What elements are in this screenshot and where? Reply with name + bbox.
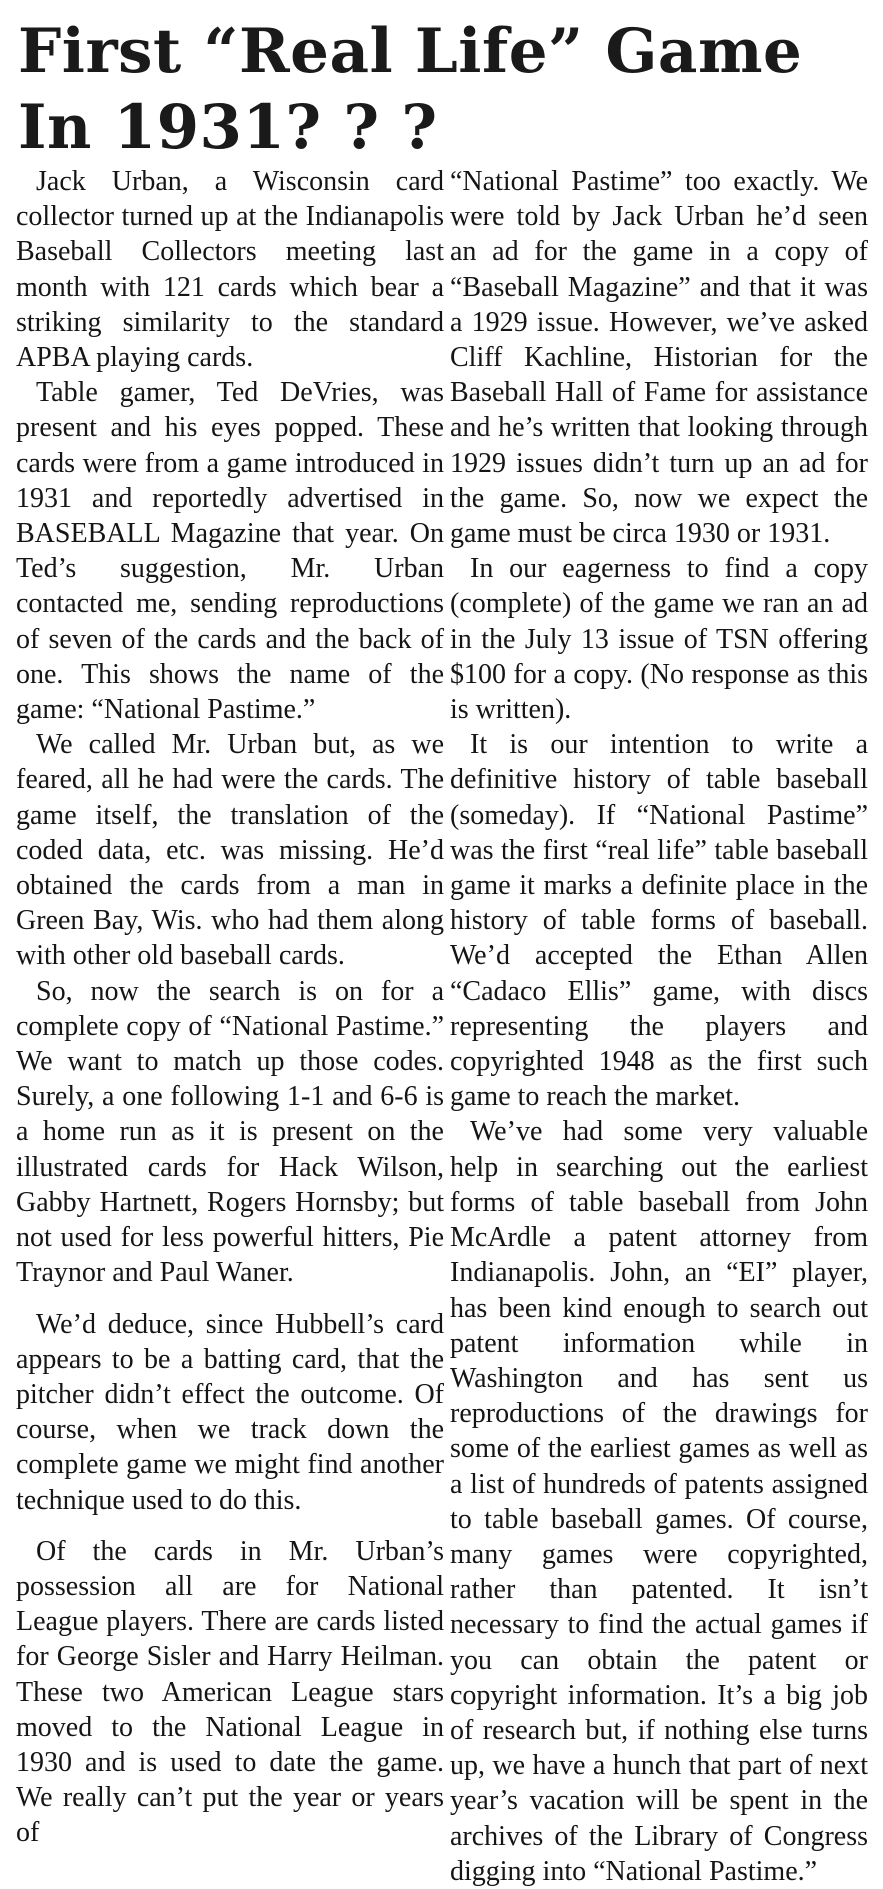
right-column [450, 164, 868, 1889]
paragraph-mcardle: We’ve had some very valuable help in searching out the earliest forms of table baseball from John McArdle a patent attorney from Indianapolis. John, an “EI” player, has been kind enough to search out patent information while in Washington and has sent us reproductions of the drawings for some of the earliest games as well as a list of hundreds of patents assigned to table baseball games. Of course, many games were copyrighted, rather than patented. It isn’t necessary to find the actual games if you can obtain the patent or copyright information. It’s a big job of research but, if nothing else turns up, we have a hunch that part of next year’s vacation will be spent in the archives of the Library of Congress digging into “National Pastime.” [450, 1116, 868, 1887]
paragraph-urban-cards: Jack Urban, a Wisconsin card collector turned up at the Indianapolis Baseball Collectors meeting last month with 121 cards which bear a striking similarity to the standard APBA playing cards. [16, 166, 444, 374]
paragraph-history: It is our intention to write a definitive history of table baseball (someday). If “National Pastime” was the first “real life” table baseball game it marks a definite place in the history of table forms of baseball. We’d accepted the Ethan Allen “Cadaco Ellis” game, with discs representing the players and copyrighted 1948 as the first such game to reach the market. [450, 729, 868, 1113]
paragraph-dating: “National Pastime” too exactly. We were told by Jack Urban he’d seen an ad for the game in a copy of “Baseball Magazine” and that it was a 1929 issue. However, we’ve asked Cliff Kachline, Historian for the Baseball Hall of Fame for assistance and he’s written that looking through 1929 issues didn’t turn up an ad for the game. So, now we expect the game must be circa 1930 or 1931. [450, 166, 868, 550]
headline-line-1: First “Real Life” Game [18, 16, 803, 87]
headline-line-2: In 1931? ? ? [18, 92, 438, 163]
paragraph-national-league: Of the cards in Mr. Urban’s possession all are for National League players. There are cards listed for George Sisler and Harry Heilman. These two American League stars moved to the National League in 1930 and is used to date the game. We really can’t put the year or years of [16, 1535, 444, 1849]
left-column [16, 164, 444, 1851]
paragraph-devries: Table gamer, Ted DeVries, was present and his eyes popped. These cards were from a game introduced in 1931 and reportedly advertised in BASEBALL Magazine that year. On Ted’s suggestion, Mr. Urban contacted me, sending reproductions of seven of the cards and the back of one. This shows the name of the game: “National Pastime.” [16, 377, 444, 726]
paragraph-tsn-ad: In our eagerness to find a copy (complete) of the game we ran an ad in the July 13 issue of TSN offering $100 for a copy. (No response as this is written). [450, 553, 868, 726]
paragraph-hubbell: We’d deduce, since Hubbell’s card appears to be a batting card, that the pitcher didn’t effect the outcome. Of course, when we track down the complete game we might find another technique used to do this. [16, 1308, 444, 1516]
article-headline [18, 14, 868, 166]
paragraph-search: So, now the search is on for a complete copy of “National Pastime.” We want to match up those codes. Surely, a one following 1-1 and 6-6 is a home run as it is present on the illustrated cards for Hack Wilson, Gabby Hartnett, Rogers Hornsby; but not used for less powerful hitters, Pie Traynor and Paul Waner. [16, 975, 444, 1289]
paragraph-called-urban: We called Mr. Urban but, as we feared, all he had were the cards. The game itself, the translation of the coded data, etc. was missing. He’d obtained the cards from a man in Green Bay, Wis. who had them along with other old baseball cards. [16, 729, 444, 972]
